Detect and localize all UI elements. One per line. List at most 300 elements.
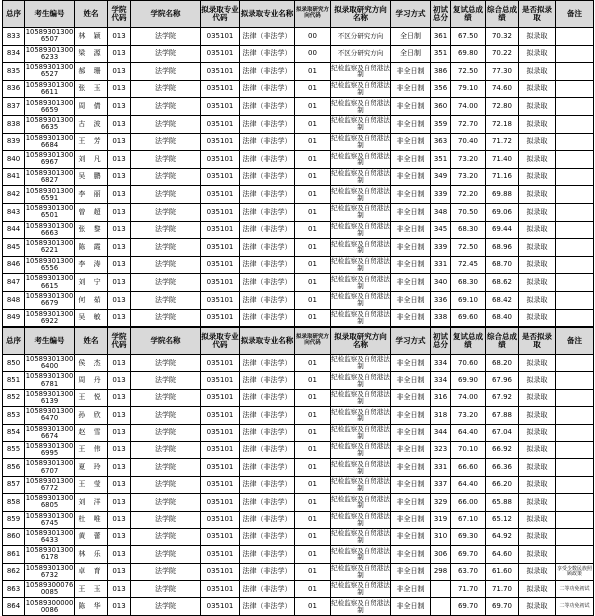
cell-chushi-zongfen: 363 bbox=[431, 133, 451, 151]
cell-zongxu: 839 bbox=[3, 133, 25, 151]
cell-fangxiang-mingcheng: 纪检监察及自贸港法制 bbox=[331, 424, 390, 440]
table-row bbox=[3, 221, 594, 239]
cell-shifou-nilu: 拟录取 bbox=[519, 291, 556, 309]
cell-zonghe-zongchengji: 68.62 bbox=[486, 274, 519, 292]
cell-zonghe-zongchengji: 70.22 bbox=[486, 45, 519, 63]
cell-fangxiang-daima: 01 bbox=[295, 63, 331, 81]
cell-fangxiang-mingcheng: 纪检监察及自贸港法制 bbox=[331, 546, 390, 562]
cell-shifou-nilu: 拟录取 bbox=[519, 274, 556, 292]
cell-xueyuan-daima: 013 bbox=[108, 256, 131, 274]
cell-beizhu bbox=[556, 168, 594, 186]
cell-fushi-zongchengji: 68.30 bbox=[451, 274, 486, 292]
header-xingming: 姓名 bbox=[75, 328, 108, 355]
cell-chushi-zongfen: 345 bbox=[431, 221, 451, 239]
cell-xueyuan-daima: 013 bbox=[108, 546, 131, 563]
cell-kaosheng-bianhao: 105893013006827 bbox=[25, 168, 74, 185]
cell-xueyuan-mingcheng: 法学院 bbox=[131, 98, 201, 116]
cell-fangxiang-daima: 01 bbox=[295, 203, 331, 221]
cell-fushi-zongchengji: 72.50 bbox=[451, 239, 486, 257]
cell-zongxu: 848 bbox=[3, 291, 25, 309]
cell-xuexi-fangshi: 非全日制 bbox=[391, 168, 431, 186]
cell-zhuanye-daima: 035101 bbox=[201, 424, 240, 441]
cell-xueyuan-daima: 013 bbox=[108, 476, 131, 493]
cell-chushi-zongfen: 356 bbox=[431, 80, 451, 98]
cell-xueyuan-daima: 013 bbox=[108, 80, 131, 98]
cell-chushi-zongfen: 348 bbox=[431, 203, 451, 221]
table-header-row bbox=[3, 328, 594, 355]
cell-xuexi-fangshi: 非全日制 bbox=[391, 221, 431, 239]
cell-zhuanye-mingcheng: 法律（非法学） bbox=[240, 133, 295, 151]
cell-xueyuan-daima: 013 bbox=[108, 274, 131, 292]
cell-fangxiang-mingcheng: 纪检监察及自贸港法制 bbox=[331, 239, 390, 255]
cell-xueyuan-mingcheng: 法学院 bbox=[131, 389, 201, 406]
cell-fangxiang-mingcheng: 纪检监察及自贸港法制 bbox=[331, 116, 390, 132]
cell-shifou-nilu: 拟录取 bbox=[519, 203, 556, 221]
cell-fangxiang-mingcheng: 纪检监察及自贸港法制 bbox=[331, 598, 390, 614]
cell-shifou-nilu: 拟录取 bbox=[519, 133, 556, 151]
cell-xingming bbox=[75, 203, 108, 221]
cell-chushi-zongfen: 386 bbox=[431, 63, 451, 81]
cell-xingming bbox=[75, 291, 108, 309]
cell-shifou-nilu: 拟录取 bbox=[519, 372, 556, 389]
table-row bbox=[3, 239, 594, 257]
cell-xuexi-fangshi: 非全日制 bbox=[391, 115, 431, 133]
cell-xingming bbox=[75, 221, 108, 239]
cell-xueyuan-mingcheng: 法学院 bbox=[131, 424, 201, 441]
cell-xingming bbox=[75, 581, 108, 598]
cell-shifou-nilu: 拟录取 bbox=[519, 63, 556, 81]
cell-beizhu bbox=[556, 98, 594, 116]
cell-xuexi-fangshi: 非全日制 bbox=[391, 494, 431, 511]
cell-fangxiang-mingcheng: 纪检监察及自贸港法制 bbox=[331, 309, 390, 325]
cell-zhuanye-daima: 035101 bbox=[201, 98, 240, 116]
cell-shifou-nilu: 拟录取 bbox=[519, 115, 556, 133]
cell-xingming bbox=[75, 256, 108, 274]
cell-fangxiang-daima: 01 bbox=[295, 80, 331, 98]
cell-beizhu bbox=[556, 63, 594, 81]
student-name: 刘 宁 bbox=[78, 277, 104, 286]
cell-fushi-zongchengji: 73.20 bbox=[451, 407, 486, 424]
cell-zhuanye-daima: 035101 bbox=[201, 441, 240, 458]
cell-zongxu: 858 bbox=[3, 494, 25, 511]
cell-fushi-zongchengji: 72.50 bbox=[451, 63, 486, 81]
cell-xingming bbox=[75, 45, 108, 63]
cell-fangxiang-daima: 01 bbox=[295, 476, 331, 493]
header-zonghe-zongchengji: 综合总成绩 bbox=[486, 1, 519, 28]
cell-chushi-zongfen: 334 bbox=[431, 372, 451, 389]
cell-fangxiang-daima: 00 bbox=[295, 45, 331, 63]
cell-xingming bbox=[75, 598, 108, 615]
header-xueyuan-daima: 学院代码 bbox=[108, 328, 131, 355]
header-fangxiang-mingcheng: 拟录取研究方向名称 bbox=[331, 328, 391, 355]
cell-kaosheng-bianhao: 105893013006433 bbox=[25, 528, 74, 545]
cell-xueyuan-mingcheng: 法学院 bbox=[131, 407, 201, 424]
cell-zongxu: 860 bbox=[3, 528, 25, 545]
cell-zhuanye-mingcheng: 法律（非法学） bbox=[240, 256, 295, 274]
cell-fangxiang-daima: 01 bbox=[295, 256, 331, 274]
cell-kaosheng-bianhao: 105893013006527 bbox=[25, 63, 74, 79]
student-name: 林 乐 bbox=[78, 549, 104, 558]
cell-xueyuan-daima: 013 bbox=[108, 221, 131, 239]
cell-zhuanye-daima: 035101 bbox=[201, 203, 240, 221]
cell-xueyuan-mingcheng: 法学院 bbox=[131, 546, 201, 563]
cell-beizhu bbox=[556, 372, 594, 389]
cell-chushi-zongfen: 344 bbox=[431, 424, 451, 441]
cell-xuexi-fangshi: 非全日制 bbox=[391, 274, 431, 292]
cell-zhuanye-mingcheng: 法律（非法学） bbox=[240, 476, 295, 493]
cell-chushi-zongfen: 351 bbox=[431, 45, 451, 63]
cell-kaosheng-bianhao: 105893013006659 bbox=[25, 98, 74, 114]
cell-zongxu: 845 bbox=[3, 239, 25, 257]
header-zongxu: 总序 bbox=[3, 328, 25, 355]
cell-zongxu: 849 bbox=[3, 309, 25, 327]
cell-kaosheng-bianhao: 105893013006732 bbox=[25, 563, 74, 579]
cell-zonghe-zongchengji: 71.72 bbox=[486, 133, 519, 151]
cell-shifou-nilu: 拟录取 bbox=[519, 28, 556, 46]
cell-shifou-nilu: 拟录取 bbox=[519, 45, 556, 63]
cell-zongxu: 851 bbox=[3, 372, 25, 389]
cell-zhuanye-mingcheng: 法律（非法学） bbox=[240, 115, 295, 133]
cell-xingming bbox=[75, 407, 108, 424]
cell-xuexi-fangshi: 非全日制 bbox=[391, 546, 431, 563]
cell-chushi-zongfen: 298 bbox=[431, 563, 451, 580]
cell-fushi-zongchengji: 73.20 bbox=[451, 151, 486, 169]
cell-xueyuan-daima: 013 bbox=[108, 372, 131, 389]
table-row bbox=[3, 115, 594, 133]
cell-xuexi-fangshi: 非全日制 bbox=[391, 355, 431, 372]
cell-fushi-zongchengji: 70.40 bbox=[451, 133, 486, 151]
header-xuexi-fangshi: 学习方式 bbox=[391, 1, 431, 28]
cell-shifou-nilu: 拟录取 bbox=[519, 441, 556, 458]
cell-shifou-nilu: 拟录取 bbox=[519, 389, 556, 406]
cell-xueyuan-daima: 013 bbox=[108, 424, 131, 441]
cell-shifou-nilu: 拟录取 bbox=[519, 546, 556, 563]
cell-chushi-zongfen: 351 bbox=[431, 151, 451, 169]
cell-zongxu: 847 bbox=[3, 274, 25, 292]
cell-zhuanye-daima: 035101 bbox=[201, 511, 240, 528]
cell-zhuanye-daima: 035101 bbox=[201, 598, 240, 615]
cell-shifou-nilu: 拟录取 bbox=[519, 239, 556, 257]
cell-zongxu: 833 bbox=[3, 28, 25, 46]
cell-xueyuan-mingcheng: 法学院 bbox=[131, 115, 201, 133]
student-name: 杜 唯 bbox=[78, 515, 104, 524]
cell-beizhu bbox=[556, 355, 594, 372]
table-row bbox=[3, 98, 594, 116]
cell-beizhu bbox=[556, 203, 594, 221]
cell-xueyuan-mingcheng: 法学院 bbox=[131, 459, 201, 476]
cell-kaosheng-bianhao: 105893013006684 bbox=[25, 133, 74, 149]
table-row bbox=[3, 80, 594, 98]
cell-zhuanye-mingcheng: 法律（非法学） bbox=[240, 355, 295, 372]
cell-xingming bbox=[75, 459, 108, 476]
student-name: 夏 玲 bbox=[78, 462, 104, 471]
cell-fushi-zongchengji: 74.00 bbox=[451, 389, 486, 406]
cell-fangxiang-mingcheng: 纪检监察及自贸港法制 bbox=[331, 274, 390, 290]
cell-chushi-zongfen: 340 bbox=[431, 274, 451, 292]
cell-shifou-nilu: 拟录取 bbox=[519, 581, 556, 598]
table-row bbox=[3, 546, 594, 563]
cell-shifou-nilu: 拟录取 bbox=[519, 598, 556, 615]
cell-beizhu: 享受少数民族照顾政策 bbox=[556, 563, 594, 580]
header-fushi-zongchengji: 复试总成绩 bbox=[451, 1, 486, 28]
header-chushi-zongfen: 初试总分 bbox=[431, 328, 451, 355]
cell-xingming bbox=[75, 274, 108, 292]
cell-zhuanye-daima: 035101 bbox=[201, 239, 240, 257]
cell-xueyuan-daima: 013 bbox=[108, 168, 131, 186]
student-name: 曾 超 bbox=[78, 207, 104, 216]
cell-beizhu bbox=[556, 256, 594, 274]
cell-xueyuan-daima: 013 bbox=[108, 133, 131, 151]
cell-zhuanye-mingcheng: 法律（非法学） bbox=[240, 45, 295, 63]
cell-fangxiang-daima: 01 bbox=[295, 528, 331, 545]
cell-chushi-zongfen: 316 bbox=[431, 389, 451, 406]
cell-beizhu bbox=[556, 45, 594, 63]
cell-fangxiang-daima: 01 bbox=[295, 115, 331, 133]
cell-shifou-nilu: 拟录取 bbox=[519, 221, 556, 239]
cell-xuexi-fangshi: 非全日制 bbox=[391, 256, 431, 274]
cell-beizhu bbox=[556, 80, 594, 98]
header-zhuanye-mingcheng: 拟录取专业名称 bbox=[240, 328, 295, 355]
student-name: 周 倩 bbox=[78, 102, 104, 110]
cell-zonghe-zongchengji: 68.42 bbox=[486, 291, 519, 309]
cell-zhuanye-mingcheng: 法律（非法学） bbox=[240, 239, 295, 257]
cell-zonghe-zongchengji: 67.92 bbox=[486, 389, 519, 406]
cell-xingming bbox=[75, 186, 108, 204]
cell-xueyuan-daima: 013 bbox=[108, 389, 131, 406]
header-chushi-zongfen: 初试总分 bbox=[431, 1, 451, 28]
cell-zongxu: 861 bbox=[3, 546, 25, 563]
cell-xueyuan-mingcheng: 法学院 bbox=[131, 45, 201, 63]
cell-xuexi-fangshi: 非全日制 bbox=[391, 80, 431, 98]
table-row bbox=[3, 133, 594, 151]
cell-xuexi-fangshi: 非全日制 bbox=[391, 186, 431, 204]
cell-xuexi-fangshi: 非全日制 bbox=[391, 598, 431, 615]
cell-fushi-zongchengji: 73.20 bbox=[451, 168, 486, 186]
cell-zhuanye-mingcheng: 法律（非法学） bbox=[240, 63, 295, 81]
cell-xingming bbox=[75, 441, 108, 458]
cell-xingming bbox=[75, 309, 108, 327]
cell-xingming bbox=[75, 528, 108, 545]
cell-zonghe-zongchengji: 72.18 bbox=[486, 115, 519, 133]
cell-shifou-nilu: 拟录取 bbox=[519, 80, 556, 98]
cell-zhuanye-daima: 035101 bbox=[201, 581, 240, 598]
cell-zongxu: 838 bbox=[3, 115, 25, 133]
cell-kaosheng-bianhao: 105893013006615 bbox=[25, 274, 74, 290]
cell-xingming bbox=[75, 372, 108, 389]
cell-xueyuan-mingcheng: 法学院 bbox=[131, 256, 201, 274]
table-row bbox=[3, 45, 594, 63]
cell-shifou-nilu: 拟录取 bbox=[519, 424, 556, 441]
cell-fushi-zongchengji: 69.80 bbox=[451, 45, 486, 63]
cell-fushi-zongchengji: 66.60 bbox=[451, 459, 486, 476]
cell-shifou-nilu: 拟录取 bbox=[519, 459, 556, 476]
student-name: 陈 华 bbox=[78, 601, 104, 610]
cell-beizhu bbox=[556, 407, 594, 424]
cell-xuexi-fangshi: 非全日制 bbox=[391, 407, 431, 424]
cell-kaosheng-bianhao: 105893013006501 bbox=[25, 204, 74, 220]
header-xueyuan-mingcheng: 学院名称 bbox=[131, 328, 201, 355]
cell-beizhu bbox=[556, 221, 594, 239]
cell-zhuanye-daima: 035101 bbox=[201, 221, 240, 239]
cell-zhuanye-mingcheng: 法律（非法学） bbox=[240, 151, 295, 169]
student-name: 王 玉 bbox=[78, 584, 104, 593]
cell-xueyuan-daima: 013 bbox=[108, 151, 131, 169]
cell-xingming bbox=[75, 28, 108, 46]
cell-zhuanye-mingcheng: 法律（非法学） bbox=[240, 221, 295, 239]
cell-xueyuan-daima: 013 bbox=[108, 355, 131, 372]
cell-zonghe-zongchengji: 71.40 bbox=[486, 151, 519, 169]
cell-zonghe-zongchengji: 64.92 bbox=[486, 528, 519, 545]
cell-xingming bbox=[75, 63, 108, 81]
cell-xueyuan-mingcheng: 法学院 bbox=[131, 441, 201, 458]
cell-fangxiang-mingcheng: 纪检监察及自贸港法制 bbox=[331, 390, 390, 405]
cell-beizhu bbox=[556, 151, 594, 169]
cell-fangxiang-mingcheng: 纪检监察及自贸港法制 bbox=[331, 81, 390, 97]
cell-zonghe-zongchengji: 65.12 bbox=[486, 511, 519, 528]
cell-fangxiang-mingcheng: 纪检监察及自贸港法制 bbox=[331, 204, 390, 220]
student-name: 吴 敏 bbox=[78, 313, 104, 322]
cell-fangxiang-mingcheng: 纪检监察及自贸港法制 bbox=[331, 257, 390, 273]
cell-zongxu: 853 bbox=[3, 407, 25, 424]
cell-fangxiang-mingcheng: 不区分研究方向 bbox=[331, 28, 391, 46]
cell-zhuanye-daima: 035101 bbox=[201, 63, 240, 81]
cell-fangxiang-daima: 01 bbox=[295, 441, 331, 458]
table-row bbox=[3, 203, 594, 221]
cell-zongxu: 843 bbox=[3, 203, 25, 221]
header-fushi-zongchengji: 复试总成绩 bbox=[451, 328, 486, 355]
cell-zhuanye-daima: 035101 bbox=[201, 372, 240, 389]
cell-fushi-zongchengji: 72.70 bbox=[451, 115, 486, 133]
student-name: 吴 鹏 bbox=[78, 172, 104, 181]
table-row bbox=[3, 28, 594, 46]
cell-beizhu bbox=[556, 511, 594, 528]
cell-fangxiang-mingcheng: 纪检监察及自贸港法制 bbox=[331, 581, 390, 597]
cell-fangxiang-daima: 01 bbox=[295, 168, 331, 186]
cell-shifou-nilu: 拟录取 bbox=[519, 494, 556, 511]
cell-fushi-zongchengji: 69.70 bbox=[451, 598, 486, 615]
cell-xingming bbox=[75, 494, 108, 511]
cell-zonghe-zongchengji: 66.36 bbox=[486, 459, 519, 476]
table-row bbox=[3, 441, 594, 458]
cell-kaosheng-bianhao: 105893000000086 bbox=[25, 598, 74, 614]
cell-xueyuan-mingcheng: 法学院 bbox=[131, 476, 201, 493]
cell-fushi-zongchengji: 63.70 bbox=[451, 563, 486, 580]
student-name: 刘 凡 bbox=[78, 154, 104, 163]
cell-kaosheng-bianhao: 105893013006772 bbox=[25, 476, 74, 492]
cell-xuexi-fangshi: 非全日制 bbox=[391, 309, 431, 327]
cell-xuexi-fangshi: 非全日制 bbox=[391, 459, 431, 476]
table-row bbox=[3, 407, 594, 424]
cell-xingming bbox=[75, 511, 108, 528]
cell-beizhu bbox=[556, 494, 594, 511]
cell-chushi-zongfen: 359 bbox=[431, 115, 451, 133]
table-row bbox=[3, 274, 594, 292]
cell-xueyuan-mingcheng: 法学院 bbox=[131, 581, 201, 598]
student-name: 赵 雪 bbox=[78, 428, 104, 437]
cell-xingming bbox=[75, 355, 108, 372]
cell-zonghe-zongchengji: 68.20 bbox=[486, 355, 519, 372]
cell-zonghe-zongchengji: 68.96 bbox=[486, 239, 519, 257]
table-header-row bbox=[3, 1, 594, 28]
cell-xueyuan-daima: 013 bbox=[108, 598, 131, 615]
cell-xueyuan-daima: 013 bbox=[108, 45, 131, 63]
cell-beizhu bbox=[556, 309, 594, 327]
cell-zonghe-zongchengji: 70.32 bbox=[486, 28, 519, 46]
cell-xueyuan-mingcheng: 法学院 bbox=[131, 291, 201, 309]
cell-xingming bbox=[75, 424, 108, 441]
header-fangxiang-daima: 拟录取研究方向代码 bbox=[295, 328, 331, 355]
cell-zhuanye-mingcheng: 法律（非法学） bbox=[240, 407, 295, 424]
cell-xueyuan-mingcheng: 法学院 bbox=[131, 355, 201, 372]
table-row bbox=[3, 291, 594, 309]
cell-zhuanye-daima: 035101 bbox=[201, 80, 240, 98]
cell-zhuanye-daima: 035101 bbox=[201, 355, 240, 372]
header-kaosheng-bianhao: 考生编号 bbox=[25, 328, 75, 355]
cell-fangxiang-daima: 01 bbox=[295, 563, 331, 580]
table-row bbox=[3, 355, 594, 372]
cell-xingming bbox=[75, 133, 108, 151]
cell-xuexi-fangshi: 非全日制 bbox=[391, 424, 431, 441]
cell-beizhu bbox=[556, 274, 594, 292]
cell-zonghe-zongchengji: 69.44 bbox=[486, 221, 519, 239]
cell-zhuanye-mingcheng: 法律（非法学） bbox=[240, 274, 295, 292]
header-xuexi-fangshi: 学习方式 bbox=[391, 328, 431, 355]
cell-kaosheng-bianhao: 105893013006663 bbox=[25, 221, 74, 237]
cell-beizhu bbox=[556, 476, 594, 493]
cell-chushi-zongfen: 310 bbox=[431, 528, 451, 545]
cell-kaosheng-bianhao: 105893013006611 bbox=[25, 80, 74, 97]
table-row bbox=[3, 186, 594, 204]
cell-beizhu bbox=[556, 115, 594, 133]
table-row bbox=[3, 389, 594, 406]
student-name: 王 悦 bbox=[78, 393, 104, 402]
cell-beizhu bbox=[556, 459, 594, 476]
header-beizhu: 备注 bbox=[556, 1, 594, 28]
cell-beizhu bbox=[556, 239, 594, 257]
cell-kaosheng-bianhao: 105893013006679 bbox=[25, 292, 74, 308]
cell-zonghe-zongchengji: 67.96 bbox=[486, 372, 519, 389]
cell-zongxu: 857 bbox=[3, 476, 25, 493]
cell-kaosheng-bianhao: 105893013006967 bbox=[25, 151, 74, 167]
cell-kaosheng-bianhao: 105893013006178 bbox=[25, 546, 74, 562]
cell-xuexi-fangshi: 非全日制 bbox=[391, 291, 431, 309]
cell-zonghe-zongchengji: 61.60 bbox=[486, 563, 519, 580]
cell-chushi-zongfen: 339 bbox=[431, 239, 451, 257]
cell-zhuanye-daima: 035101 bbox=[201, 115, 240, 133]
cell-zonghe-zongchengji: 69.70 bbox=[486, 598, 519, 615]
cell-shifou-nilu: 拟录取 bbox=[519, 98, 556, 116]
cell-fangxiang-daima: 01 bbox=[295, 151, 331, 169]
header-zongxu: 总序 bbox=[3, 1, 25, 28]
cell-fushi-zongchengji: 66.00 bbox=[451, 494, 486, 511]
cell-xuexi-fangshi: 非全日制 bbox=[391, 98, 431, 116]
cell-zongxu: 862 bbox=[3, 563, 25, 580]
table-row bbox=[3, 256, 594, 274]
cell-zongxu: 837 bbox=[3, 98, 25, 116]
cell-shifou-nilu: 拟录取 bbox=[519, 168, 556, 186]
cell-xuexi-fangshi: 全日制 bbox=[391, 45, 431, 63]
cell-xingming bbox=[75, 151, 108, 169]
cell-zhuanye-mingcheng: 法律（非法学） bbox=[240, 511, 295, 528]
cell-zhuanye-mingcheng: 法律（非法学） bbox=[240, 546, 295, 563]
cell-zonghe-zongchengji: 71.70 bbox=[486, 581, 519, 598]
cell-kaosheng-bianhao: 105893013006556 bbox=[25, 256, 74, 273]
table-row bbox=[3, 494, 594, 511]
cell-xueyuan-daima: 013 bbox=[108, 239, 131, 257]
cell-zonghe-zongchengji: 69.88 bbox=[486, 186, 519, 204]
cell-beizhu bbox=[556, 28, 594, 46]
cell-xingming bbox=[75, 115, 108, 133]
